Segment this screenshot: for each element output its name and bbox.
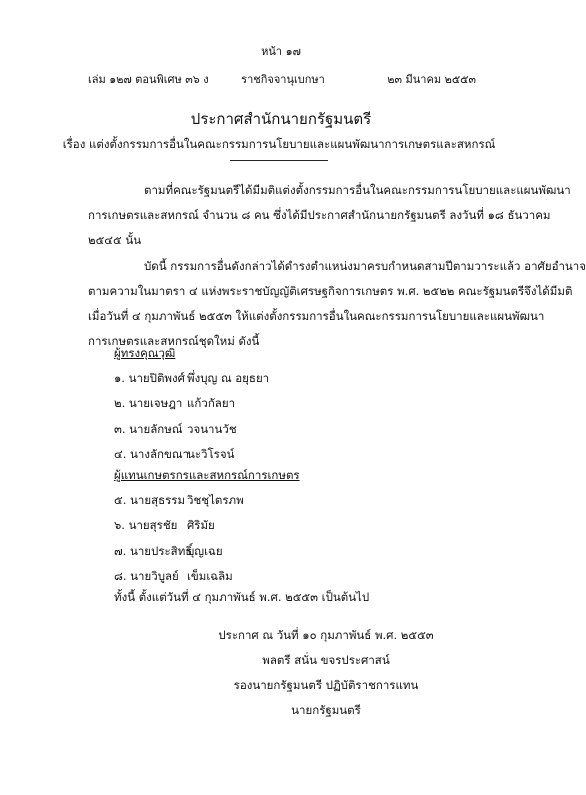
announcement-date: ประกาศ ณ วันที่ ๑๐ กุมภาพันธ์ พ.ศ. ๒๕๕๓ [218,628,434,642]
paragraph1-line1: ตามที่คณะรัฐมนตรีได้มีมติแต่งตั้งกรรมการอื่นในคณะกรรมการนโยบายและแผนพัฒนา [144,183,571,197]
member-no: ๑. นายปิติพงศ์ [114,371,185,385]
member-no: ๒. นายเจษฎา [114,396,183,410]
member-no: ๔. นางลักขณา [114,447,189,461]
paragraph2-line3: เมื่อวันที่ ๔ กุมภาพันธ์ ๒๕๕๓ ให้แต่งตั้งกรรมการอื่นในคณะกรรมการนโยบายและแผนพัฒนา [88,309,545,323]
member-surname: เข็มเฉลิม [187,569,233,583]
paragraph2-line2: ตามความในมาตรา ๔ แห่งพระราชบัญญัติเศรษฐกิจการเกษตร พ.ศ. ๒๕๒๒ คณะรัฐมนตรีจึงได้มีมติ [88,284,573,298]
member-surname: วจนานวัช [187,422,237,436]
member-no: ๘. นายวิบูลย์ [114,569,179,583]
signer-position-2: นายกรัฐมนตรี [291,703,361,717]
group1-heading: ผู้ทรงคุณวุฒิ [114,346,176,360]
signer-name: พลตรี สนั่น ขจรประศาสน์ [262,653,390,667]
member-surname: บุญเฉย [187,544,223,558]
title-divider [230,160,328,161]
member-surname: วิชชุไตรภพ [187,493,244,507]
paragraph1-line2: การเกษตรและสหกรณ์ จำนวน ๘ คน ซึ่งได้มีประกาศสำนักนายกรัฐมนตรี ลงวันที่ ๑๘ ธันวาคม [88,208,551,222]
paragraph1-line3: ๒๕๔๕ นั้น [88,233,142,247]
member-no: ๗. นายประสิทธิ์ [114,544,193,558]
member-no: ๕. นายสุธรรม [114,493,186,507]
document-subject: เรื่อง แต่งตั้งกรรมการอื่นในคณะกรรมการนโยบายและแผนพัฒนาการเกษตรและสหกรณ์ [62,137,496,151]
signer-position: รองนายกรัฐมนตรี ปฏิบัติราชการแทน [233,678,419,692]
effective-date: ทั้งนี้ ตั้งแต่วันที่ ๔ กุมภาพันธ์ พ.ศ. ๒๕๕๓ เป็นต้นไป [114,590,370,604]
member-surname: พึ่งบุญ ณ อยุธยา [187,371,270,385]
member-surname: ศิริมัย [187,518,215,532]
member-surname: แก้วกัลยา [187,396,236,410]
page-number: หน้า ๑๗ [261,45,301,58]
volume-info: เล่ม ๑๒๗ ตอนพิเศษ ๓๖ ง [88,73,209,86]
document-title: ประกาศสำนักนายกรัฐมนตรี [190,110,372,128]
gazette-date: ๒๓ มีนาคม ๒๕๕๓ [387,73,476,86]
gazette-name: ราชกิจจานุเบกษา [241,73,325,86]
member-no: ๓. นายลักษณ์ [114,422,183,436]
paragraph2-line4: การเกษตรและสหกรณ์ชุดใหม่ ดังนี้ [88,334,260,348]
member-no: ๖. นายสุรชัย [114,518,178,532]
paragraph2-line1: บัดนี้ กรรมการอื่นดังกล่าวได้ดำรงตำแหน่งมาครบกำหนดสามปีตามวาระแล้ว อาศัยอำนาจ [144,259,586,273]
member-surname: นะวิโรจน์ [187,447,235,461]
group2-heading: ผู้แทนเกษตรกรและสหกรณ์การเกษตร [114,468,300,482]
